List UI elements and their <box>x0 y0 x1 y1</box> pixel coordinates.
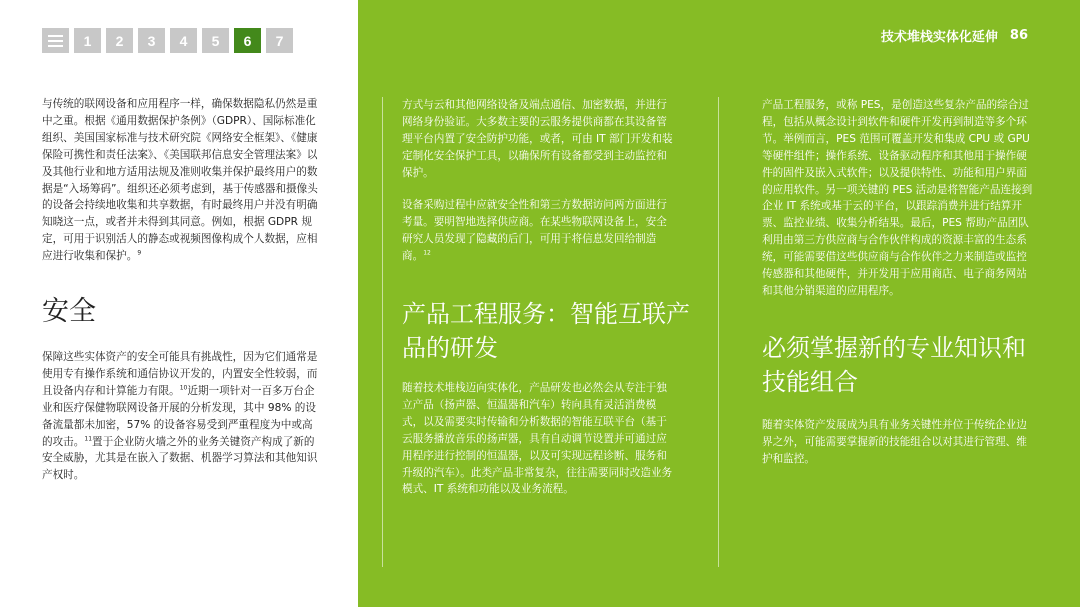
vendor-selection-paragraph <box>402 197 676 265</box>
footnote-ref: 11 <box>84 435 93 442</box>
hamburger-menu-icon[interactable] <box>42 28 69 53</box>
pes-intro-paragraph: 随着技术堆栈迈向实体化，产品研发也必然会从专注于独立产品（扬声器、恒温器和汽车）转向具有灵活消费模式，以及需要实时传输和分析数据的智能互联平台（基于云服务播放音乐的扬声器，具有自动调节设置并可通过应用程序进行控制的恒温器，以及可实现远程诊断、服务和升级的汽车）。此类产品非常复杂，往往需要同时改造业务模式、IT 系统和功能以及业务流程。 <box>402 382 673 496</box>
page-header <box>881 26 1028 45</box>
column-divider <box>382 97 383 567</box>
chapter-tab-5[interactable]: 5 <box>202 28 229 53</box>
security-text-3: 置于企业防火墙之外的业务关键资产构成了新的安全威胁，尤其是在嵌入了数据、机器学习算法和其他知识产权时。 <box>42 435 318 482</box>
chapter-tab-1[interactable]: 1 <box>74 28 101 53</box>
security-text-1: 保障这些实体资产的安全可能具有挑战性，因为它们通常是使用专有操作系统和通信协议开发的，内置安全性较弱，而且设备内存和计算能力有限。 <box>42 351 318 397</box>
device-security-paragraph: 方式与云和其他网络设备及端点通信、加密数据，并进行网络身份验证。大多数主要的云服务提供商都在其设备管理平台内置了安全防护功能，或者，可由 IT 部门开发和装定制化安全保护工具，以确保所有设备都受到主动监控和保护。 <box>402 99 673 179</box>
pes-heading: 产品工程服务：智能互联产品的研发 <box>402 300 690 362</box>
security-text-2: 近期一项针对一百多万台企业和医疗保健物联网设备开展的分析发现，其中 98% 的设备流量都未加密，57% 的设备容易受到严重程度为中或高的攻击。 <box>42 384 316 448</box>
security-heading: 安全 <box>42 296 96 327</box>
skills-paragraph: 随着实体资产发展成为具有业务关键性并位于传统企业边界之外，可能需要掌握新的技能组合以对其进行管理、维护和监控。 <box>762 419 1027 465</box>
skills-heading: 必须掌握新的专业知识和技能组合 <box>762 334 1026 396</box>
footnote-ref: 10 <box>179 384 188 392</box>
chapter-tab-3[interactable]: 3 <box>138 28 165 53</box>
privacy-text: 与传统的联网设备和应用程序一样，确保数据隐私仍然是重中之重。根据《通用数据保护条例》（GDPR）、国际标准化组织、美国国家标准与技术研究院《网络安全框架》、《健康保险可携性和责任法案》、《美国联邦信息安全管理法案》以及其他行业和地方适用法规及准则收集并保护最终用户的数据是“入场筹码”。组织还必须考虑到，基于传感器和摄像头的设备会持续地收集和共享数据，有时最终用户并没有明确知晓这一点，或者并未得到其同意。例如，根据 GDPR 规定，可用于识别活人的静态或视频图像构成个人数据，应相应进行收集和保护。 <box>42 98 318 263</box>
privacy-paragraph <box>42 96 318 265</box>
chapter-tab-4[interactable]: 4 <box>170 28 197 53</box>
vendor-selection-text: 设备采购过程中应就安全性和第三方数据访问两方面进行考量。要明智地选择供应商。在某些物联网设备上，安全研究人员发现了隐藏的后门，可用于将信息发回给制造商。 <box>402 199 667 262</box>
chapter-tab-6-active[interactable]: 6 <box>234 28 261 53</box>
column-divider <box>718 97 719 567</box>
security-paragraph <box>42 349 318 484</box>
section-title: 技术堆栈实体化延伸 <box>880 30 998 45</box>
footnote-ref: 9 <box>137 249 142 257</box>
chapter-tab-2[interactable]: 2 <box>106 28 133 53</box>
chapter-nav <box>42 28 293 53</box>
pes-definition-paragraph: 产品工程服务，或称 PES，是创造这些复杂产品的综合过程，包括从概念设计到软件和硬件开发再到制造等多个环节。举例而言，PES 范围可覆盖开发和集成 CPU 或 GPU 等硬件组件；操作系统、设备驱动程序和其他用于操作硬件的固件及嵌入式软件；以及提供特性、功能和用户界面的应用软件。另一项关键的 PES 活动是将智能产品连接到企业 IT 系统或基于云的平台，以跟踪消费并进行结算开票、监控业绩、收集分析结果。最后，PES 帮助产品团队利用由第三方供应商与合作伙伴构成的资源丰富的生态系统，可能需要借这些供应商与合作伙伴之力来制造或监控传感器和其他硬件，并开发用于应用商店、电子商务网站和其他分销渠道的应用程序。 <box>762 99 1033 297</box>
footnote-ref: 12 <box>423 249 431 257</box>
chapter-tab-7[interactable]: 7 <box>266 28 293 53</box>
page-number: 86 <box>1009 28 1028 43</box>
